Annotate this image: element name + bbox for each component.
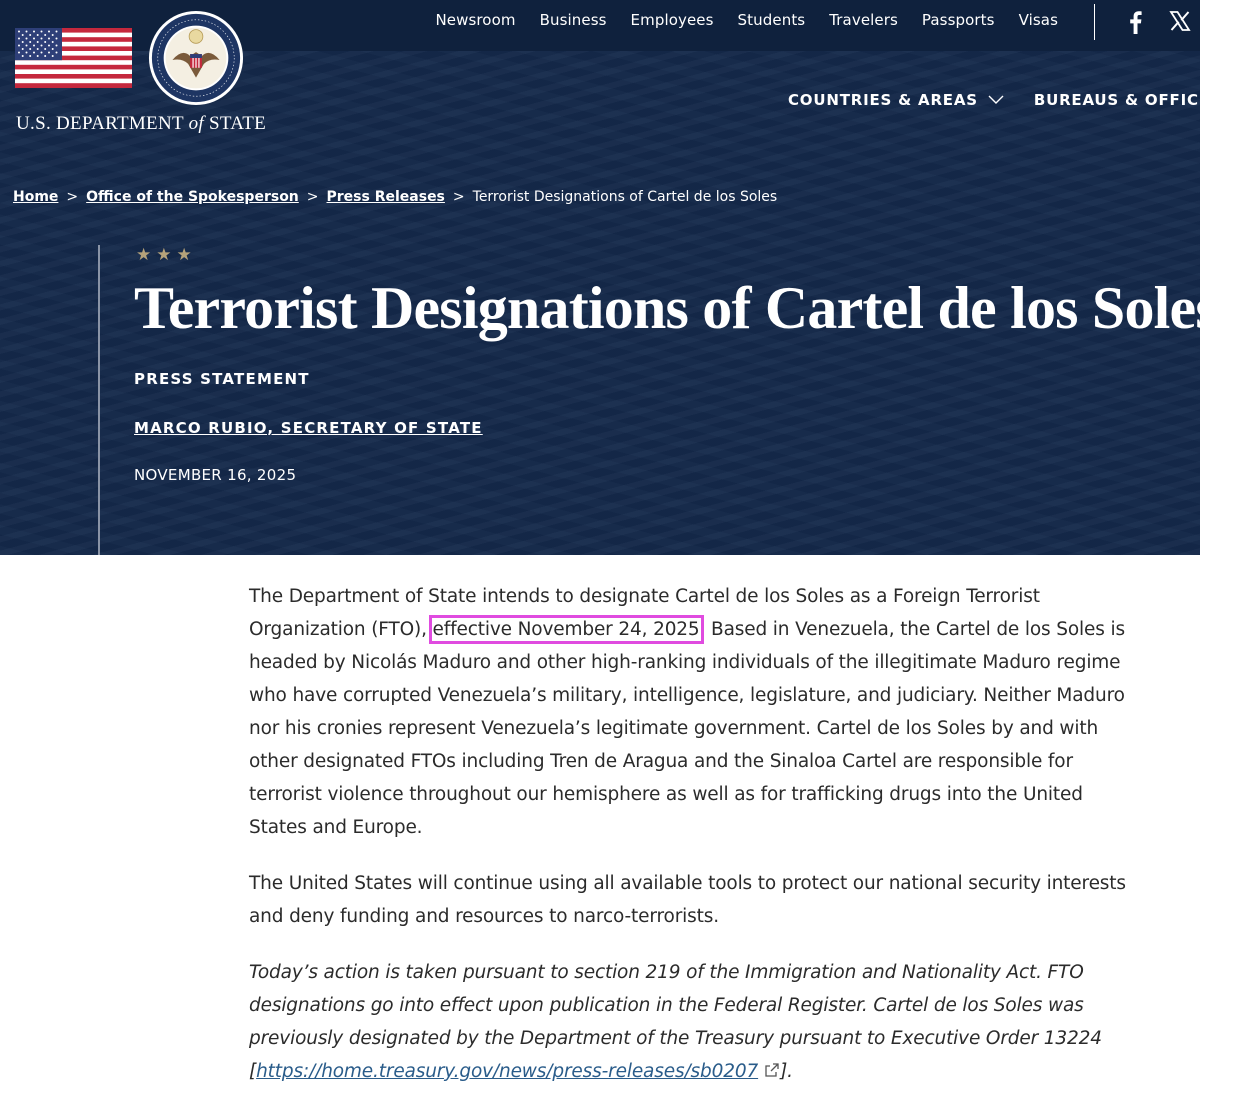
author-link[interactable]: MARCO RUBIO, SECRETARY OF STATE: [134, 419, 483, 437]
treasury-link[interactable]: https://home.treasury.gov/news/press-releases/sb0207: [256, 1061, 759, 1082]
paragraph-1-end: . Based in Venezuela, the Cartel de los Soles is headed by Nicolás Maduro and other high-ranking individuals of the illegitimate Maduro regime who have corrupted Venezuela’s military, intelligence, legislature, and judiciary. Neither Maduro nor his cronies represent Venezuela’s legitimate government. Cartel de los Soles by and with other designated FTOs including Tren de Aragua and the Sinaloa Cartel are responsible for terrorist violence throughout our hemisphere as well as for trafficking drugs into the United States and Europe.: [249, 619, 1125, 838]
page-title: Terrorist Designations of Cartel de los Soles: [134, 275, 1218, 341]
breadcrumb-press-releases[interactable]: Press Releases: [326, 189, 445, 205]
nav-students[interactable]: Students: [737, 11, 806, 29]
paragraph-1-start: The Department of State intends to designate Cartel de los Soles as a Foreign Terrorist Organization (FTO),: [249, 586, 1040, 640]
us-flag-icon[interactable]: [15, 28, 132, 88]
paragraph-1: [249, 580, 1139, 844]
nav-bureaus-offices[interactable]: [1034, 91, 1247, 109]
breadcrumb-home[interactable]: Home: [13, 189, 59, 205]
facebook-icon[interactable]: [1126, 10, 1144, 34]
breadcrumb: [13, 189, 777, 205]
chevron-down-icon: [1231, 95, 1247, 105]
publish-date: NOVEMBER 16, 2025: [134, 466, 297, 484]
breadcrumb-separator: >: [306, 189, 319, 205]
main-nav: [788, 91, 1247, 109]
highlighted-effective-date: effective November 24, 2025: [432, 619, 700, 640]
department-seal-icon[interactable]: [147, 9, 245, 107]
x-icon[interactable]: [1170, 11, 1190, 31]
title-accent-line: [98, 245, 100, 555]
breadcrumb-separator: >: [66, 189, 79, 205]
breadcrumb-spokesperson[interactable]: Office of the Spokesperson: [86, 189, 299, 205]
page-header: [0, 0, 1222, 555]
nav-bureaus-offices-label: BUREAUS & OFFICES: [1033, 91, 1222, 109]
nav-countries-areas-label: COUNTRIES & AREAS: [788, 91, 978, 109]
department-name[interactable]: U.S. DEPARTMENT of STATE: [16, 113, 267, 134]
nav-business[interactable]: Business: [539, 11, 607, 29]
nav-newsroom[interactable]: Newsroom: [435, 11, 516, 29]
paragraph-3-note: [249, 956, 1139, 1088]
nav-passports[interactable]: Passports: [921, 11, 995, 29]
paragraph-2: The United States will continue using all available tools to protect our national security interests and deny funding and resources to narco-terrorists.: [249, 873, 1126, 927]
nav-travelers[interactable]: Travelers: [829, 11, 898, 29]
chevron-down-icon: [988, 95, 1004, 105]
note-text: Today’s action is taken pursuant to section 219 of the Immigration and Nationality Act. FTO designations go into effect upon publication in the Federal Register. Cartel de los Soles was previously designated by the Department of the Treasury pursuant to Executive Order 13224 [: [249, 962, 1102, 1082]
breadcrumb-current: Terrorist Designations of Cartel de los Soles: [472, 189, 778, 205]
external-link-icon: [764, 1062, 780, 1078]
nav-countries-areas[interactable]: [788, 91, 1004, 109]
breadcrumb-separator: >: [452, 189, 465, 205]
note-end: ].: [780, 1061, 793, 1082]
statement-type: PRESS STATEMENT: [134, 370, 310, 388]
nav-divider: [1094, 4, 1095, 40]
nav-employees[interactable]: Employees: [630, 11, 714, 29]
nav-visas[interactable]: Visas: [1018, 11, 1058, 29]
article-body: [249, 580, 1139, 1111]
stars-decoration: ★★★: [136, 245, 197, 265]
utility-nav: [411, 11, 1058, 29]
